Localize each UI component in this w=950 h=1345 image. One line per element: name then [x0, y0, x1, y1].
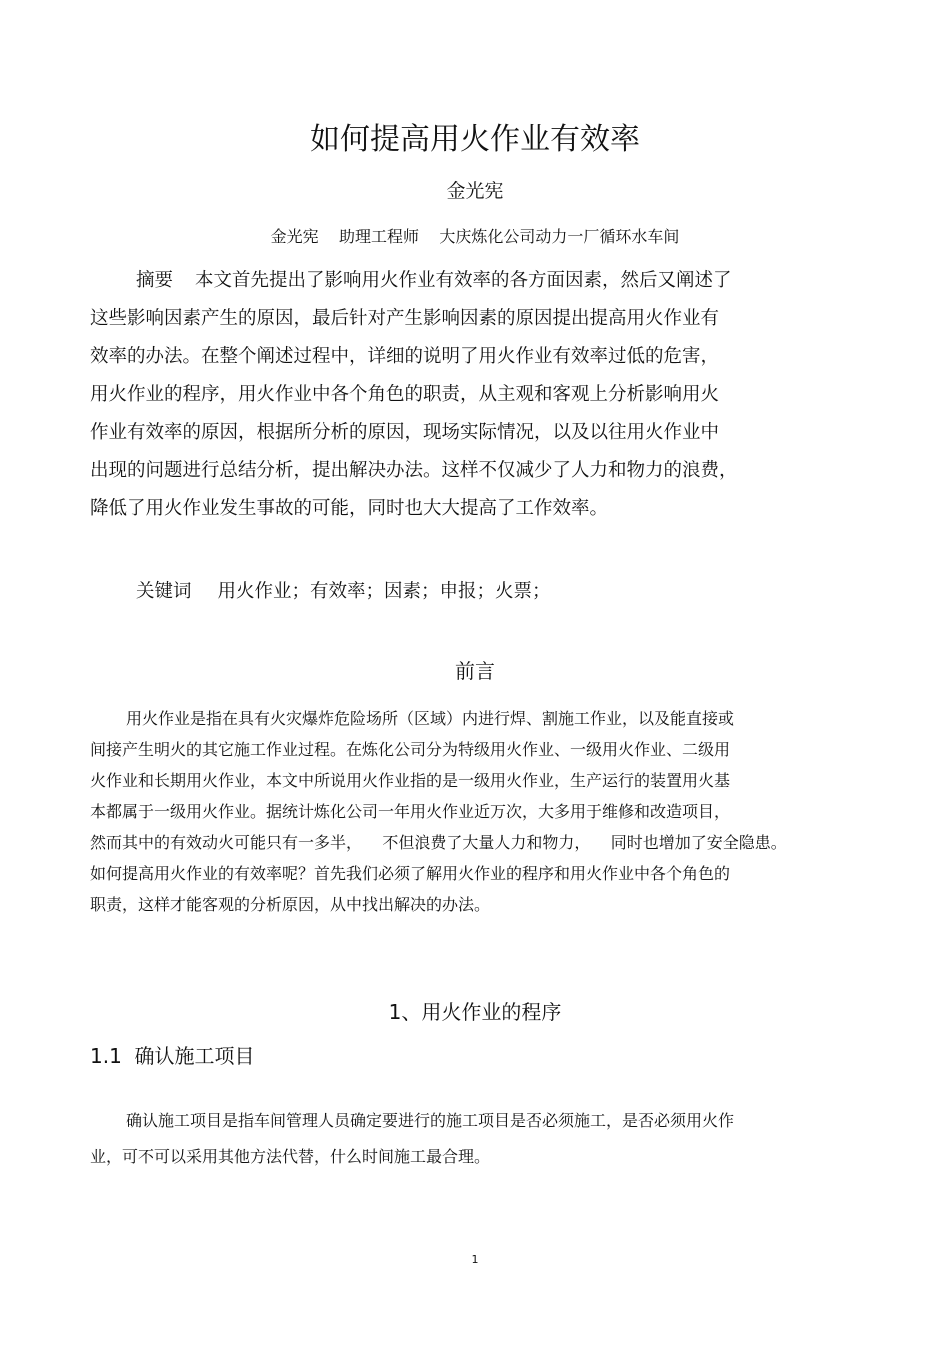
preface-line: 如何提高用火作业的有效率呢？首先我们必须了解用火作业的程序和用火作业中各个角色的: [90, 864, 731, 883]
preface-line: 火作业和长期用火作业，本文中所说用火作业指的是一级用火作业，生产运行的装置用火基: [90, 771, 731, 790]
abstract-label: 摘要: [136, 270, 174, 291]
abstract-line: 这些影响因素产生的原因，最后针对产生影响因素的原因提出提高用火作业有: [90, 308, 720, 329]
keywords: [136, 573, 551, 611]
abstract-text: 本文首先提出了影响用火作业有效率的各方面因素，然后又阐述了: [195, 270, 732, 291]
preface-line: 然而其中的有效动火可能只有一多半， 不但浪费了大量人力和物力， 同时也增加了安全隐患。: [90, 833, 787, 852]
preface-line: 职责，这样才能客观的分析原因，从中找出解决的办法。: [90, 895, 491, 914]
page-number: 1: [471, 1253, 479, 1266]
keywords-text: 用火作业；有效率；因素；申报；火票；: [217, 581, 551, 602]
abstract-line: 作业有效率的原因，根据所分析的原因，现场实际情况，以及以往用火作业中: [90, 422, 720, 443]
preface-line: 间接产生明火的其它施工作业过程。在炼化公司分为特级用火作业、一级用火作业、二级用: [90, 740, 731, 759]
subsection-1-1-heading: 1.1 确认施工项目: [90, 1044, 255, 1068]
abstract-line: 用火作业的程序，用火作业中各个角色的职责，从主观和客观上分析影响用火: [90, 384, 720, 405]
abstract-line: 效率的办法。在整个阐述过程中，详细的说明了用火作业有效率过低的危害，: [90, 346, 720, 367]
preface-line: 本都属于一级用火作业。据统计炼化公司一年用火作业近万次，大多用于维修和改造项目，: [90, 802, 731, 821]
paragraph-line: 业，可不可以采用其他方法代替，什么时间施工最合理。: [90, 1147, 491, 1166]
section-1-heading: 1、用火作业的程序: [388, 1000, 562, 1024]
preface-paragraph: [90, 703, 860, 920]
paragraph-line: 确认施工项目是指车间管理人员确定要进行的施工项目是否必须施工，是否必须用火作: [126, 1111, 735, 1130]
subsection-1-1-paragraph: [90, 1103, 850, 1175]
abstract-line: [90, 262, 830, 300]
document-title: 如何提高用火作业有效率: [310, 122, 640, 157]
keywords-label: 关键词: [136, 581, 192, 602]
preface-line: 用火作业是指在具有火灾爆炸危险场所（区域）内进行焊、割施工作业，以及能直接或: [126, 709, 735, 728]
abstract: [90, 262, 830, 528]
abstract-line: 出现的问题进行总结分析，提出解决办法。这样不仅减少了人力和物力的浪费，: [90, 460, 738, 481]
abstract-line: 降低了用火作业发生事故的可能，同时也大大提高了工作效率。: [90, 498, 609, 519]
author-name: 金光宪: [446, 180, 504, 202]
author-affiliation: 金光宪 助理工程师 大庆炼化公司动力一厂循环水车间: [270, 227, 680, 246]
preface-heading: 前言: [455, 659, 495, 683]
